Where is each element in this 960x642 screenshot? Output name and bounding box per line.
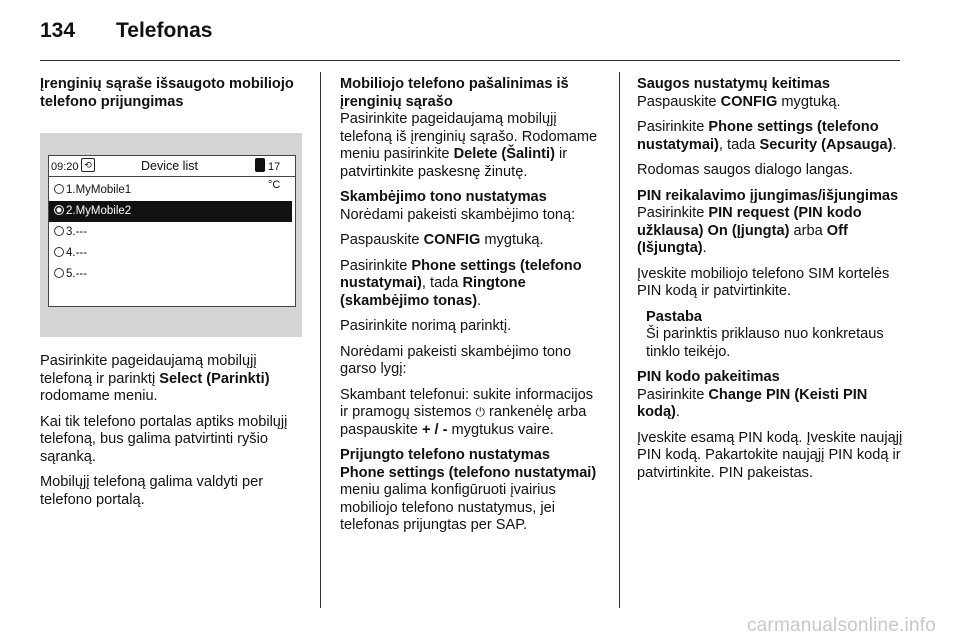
display-time: 09:20 (51, 161, 79, 173)
display-temperature: 17 °C (268, 161, 281, 191)
paragraph-portal-control: Mobilųjį telefoną galima valdyti per telefono portalą. (40, 474, 264, 508)
radio-icon (54, 247, 64, 257)
phone-icon: ⟲ (81, 158, 95, 172)
note-title: Pastaba (646, 308, 702, 325)
paragraph-select-ringtone: Pasirinkite Phone settings (telefono nustatymai), tada Ringtone (skambėjimo tonas). (340, 257, 582, 309)
paragraph-change-pin-steps: Įveskite esamą PIN kodą. Įveskite naująjį PIN kodą. Pakartokite naująjį PIN kodą ir patvirtinkite. PIN pakeistas. (637, 429, 903, 481)
paragraph-pin-request: Pasirinkite PIN request (PIN kodo užklausa) On (Įjungta) arba Off (Išjungta). (637, 205, 862, 256)
section-security (637, 76, 912, 180)
section-remove-phone (340, 76, 605, 181)
paragraph-portal-detect: Kai tik telefono portalas aptiks mobilųjį telefoną, bus galima patvirtinti ryšio sąranką. (40, 413, 288, 465)
column-divider-2 (619, 72, 620, 608)
device-list-item: 4.--- (49, 243, 295, 264)
section-pin-request (637, 188, 912, 362)
header-rule (40, 60, 900, 61)
section-heading-connect-saved: Įrenginių sąraše išsaugoto mobiliojo telefono prijungimas (40, 76, 294, 110)
radio-icon (54, 205, 64, 215)
device-list-item: 5.--- (49, 264, 295, 285)
device-list (49, 177, 295, 285)
paragraph-security-dialog: Rodomas saugos dialogo langas. (637, 162, 853, 178)
section-heading-security: Saugos nustatymų keitimas (637, 76, 831, 92)
paragraph-press-config-2: Paspauskite CONFIG mygtuką. (637, 93, 841, 110)
paragraph-select-option: Pasirinkite norimą parinktį. (340, 318, 512, 334)
display-title: Device list (141, 159, 198, 173)
paragraph-select: Pasirinkite pageidaujamą mobilųjį telefoną ir parinktį Select (Parinkti) rodomame meniu. (40, 353, 270, 404)
section-heading-pin-request: PIN reikalavimo įjungimas/išjungimas (637, 187, 899, 204)
device-list-item-selected: 2.MyMobile2 (49, 201, 292, 222)
column-3 (637, 76, 912, 490)
section-connected-phone (340, 447, 605, 535)
power-knob-icon: ⏻ (475, 405, 485, 419)
paragraph-ringtone-intro: Norėdami pakeisti skambėjimo toną: (340, 206, 576, 223)
thermometer-icon (255, 158, 265, 172)
section-heading-ringtone: Skambėjimo tono nustatymas (340, 189, 547, 205)
column-2 (340, 76, 605, 543)
paragraph-enter-sim-pin: Įveskite mobiliojo telefono SIM kortelės PIN kodą ir patvirtinkite. (637, 265, 890, 299)
radio-icon (54, 184, 64, 194)
section-change-pin (637, 369, 912, 482)
note-box (646, 309, 912, 362)
device-list-item: 3.--- (49, 222, 295, 243)
section-ringtone (340, 189, 605, 439)
radio-icon (54, 226, 64, 236)
page-number: 134 (40, 19, 76, 42)
section-heading-remove: Mobiliojo telefono pašalinimas iš įrenginių sąrašo (340, 76, 569, 110)
watermark: carmanualsonline.info (746, 615, 936, 636)
section-heading-connected: Prijungto telefono nustatymas (340, 447, 551, 463)
device-list-screenshot (40, 133, 302, 337)
column-1 (40, 76, 302, 517)
paragraph-press-config: Paspauskite CONFIG mygtuką. (340, 232, 544, 248)
device-list-display (48, 155, 296, 307)
device-list-item: 1.MyMobile1 (49, 180, 295, 201)
page-title: Telefonas (116, 19, 213, 42)
column-divider-1 (320, 72, 321, 608)
section-heading-change-pin: PIN kodo pakeitimas (637, 369, 780, 385)
note-text: Ši parinktis priklauso nuo konkretaus tinklo teikėjo. (646, 326, 884, 360)
paragraph-change-pin: Pasirinkite Change PIN (Keisti PIN kodą). (637, 386, 868, 420)
radio-icon (54, 268, 64, 278)
paragraph-select-security: Pasirinkite Phone settings (telefono nustatymai), tada Security (Apsauga). (637, 119, 897, 153)
paragraph-connected: Phone settings (telefono nustatymai) meniu galima konfigūruoti įvairius mobiliojo telefono nustatymus, jei telefonas prijungtas per SAP. (340, 464, 597, 533)
paragraph-remove: Pasirinkite pageidaujamą mobilųjį telefoną iš įrenginių sąrašo. Rodomame meniu pasirinkite Delete (Šalinti) ir patvirtinkite paskesnę žinutę. (340, 111, 598, 180)
paragraph-volume-intro: Norėdami pakeisti skambėjimo tono garso lygį: (340, 343, 572, 377)
paragraph-volume: Skambant telefonui: sukite informacijos ir pramogų sistemos ⏻ rankenėlę arba paspauskite + / - mygtukus vaire. (340, 386, 594, 438)
